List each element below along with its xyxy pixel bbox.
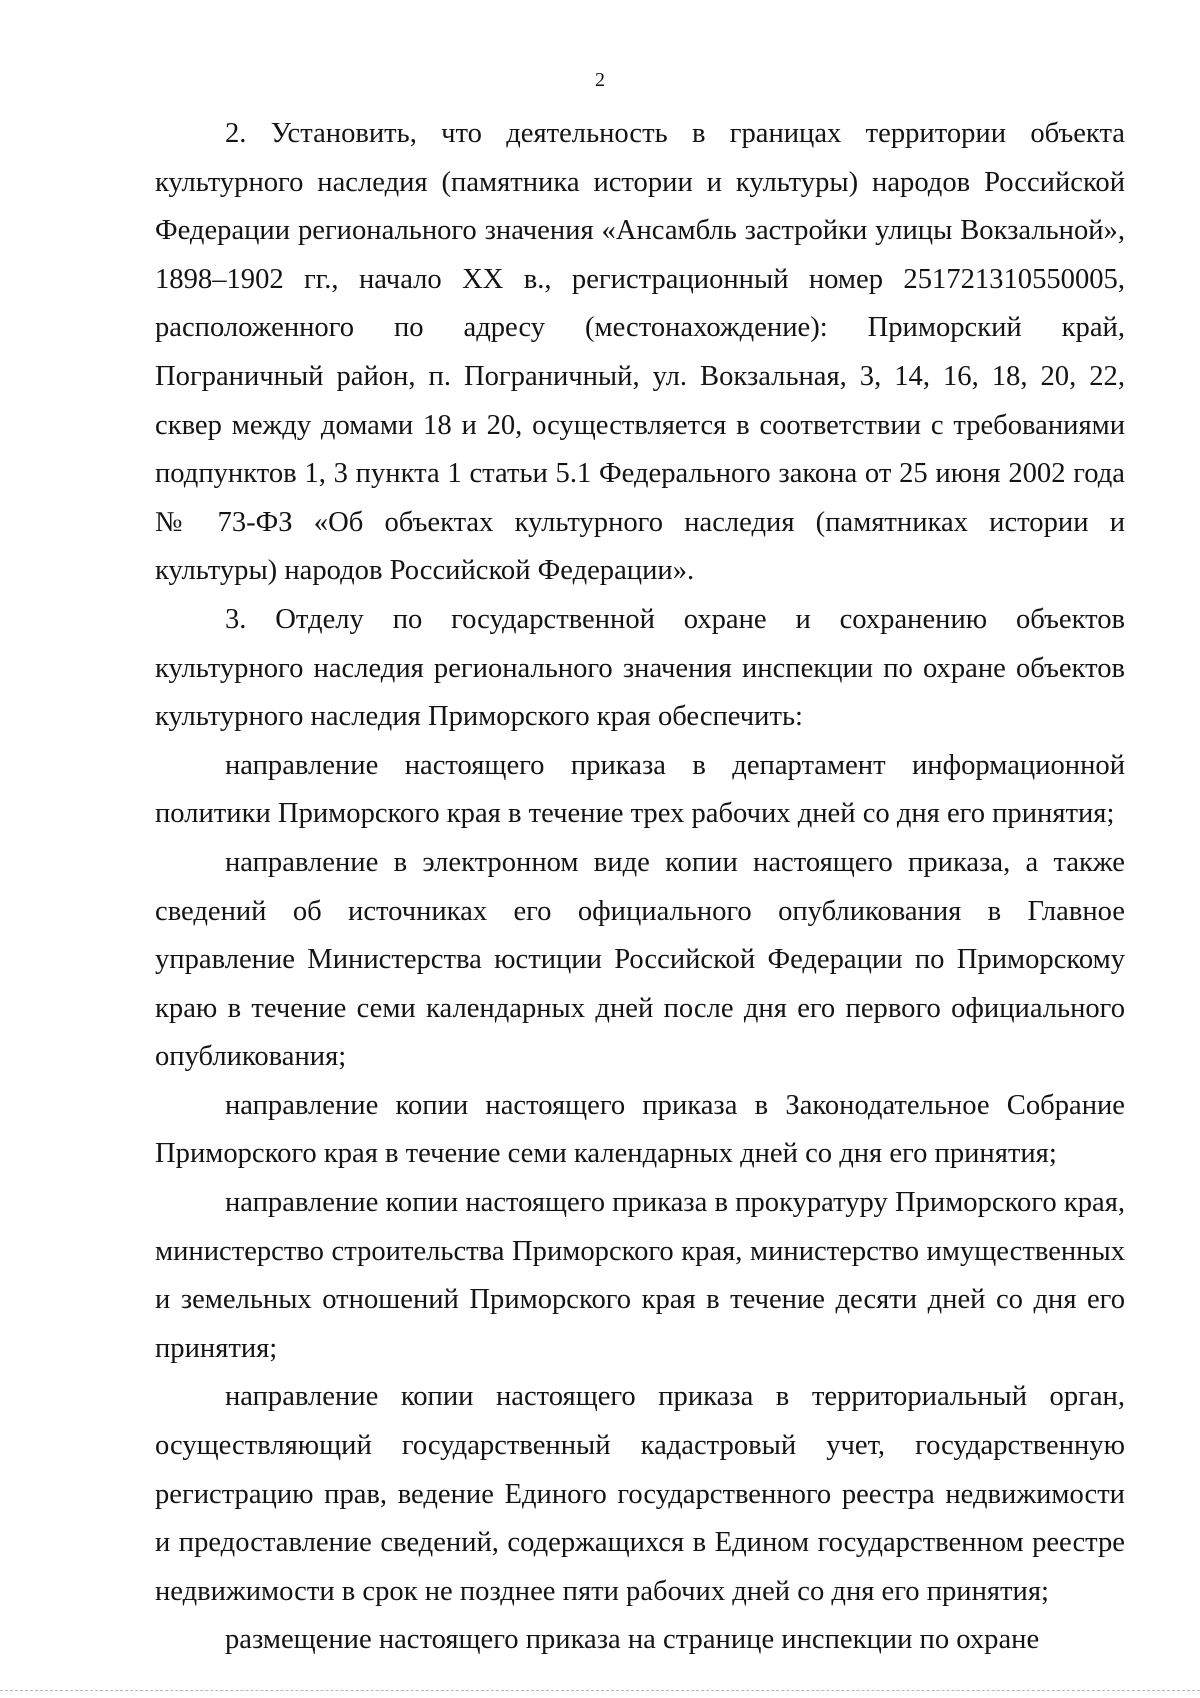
document-body (155, 110, 1125, 1665)
paragraph-2-activity-boundaries: 2. Установить, что деятельность в границах территории объекта культурного наследия (памятника истории и культуры) народов Российской Федерации регионального значения «Ансамбль застройки улицы Вокзальной», 1898–1902 гг., начало XX в., регистрационный номер 251721310550005, расположенного по адресу (местонахождение): Приморский край, Пограничный район, п. Пограничный, ул. Вокзальная, 3, 14, 16, 18, 20, 22, сквер между домами 18 и 20, осуществляется в соответствии с требованиями подпунктов 1, 3 пункта 1 статьи 5.1 Федерального закона от 25 июня 2002 года № 73-ФЗ «Об объектах культурного наследия (памятниках истории и культуры) народов Российской Федерации». (155, 118, 1125, 587)
scan-bottom-edge (0, 1690, 1200, 1691)
duty-send-to-cadastral-registration-body: направление копии настоящего приказа в территориальный орган, осуществляющий государственный кадастровый учет, государственную регистрацию прав, ведение Единого государственного реестра недвижимости и предоставление сведений, содержащихся в Едином государственном реестре недвижимости в срок не позднее пяти рабочих дней со дня его принятия; (155, 1381, 1125, 1607)
duty-send-to-information-policy-department: направление настоящего приказа в департамент информационной политики Приморского края в течение трех рабочих дней со дня его принятия; (155, 749, 1125, 830)
duty-send-to-legislative-assembly: направление копии настоящего приказа в Законодательное Собрание Приморского края в течение семи календарных дней со дня его принятия; (155, 1089, 1125, 1170)
paragraph-3-department-duties: 3. Отделу по государственной охране и сохранению объектов культурного наследия регионального значения инспекции по охране объектов культурного наследия Приморского края обеспечить: (155, 603, 1125, 733)
duty-send-to-prosecutor-and-ministries: направление копии настоящего приказа в прокуратуру Приморского края, министерство строительства Приморского края, министерство имущественных и земельных отношений Приморского края в течение десяти дней со дня его принятия; (155, 1187, 1125, 1364)
duty-send-to-ministry-of-justice: направление в электронном виде копии настоящего приказа, а также сведений об источниках его официального опубликования в Главное управление Министерства юстиции Российской Федерации по Приморскому краю в течение семи календарных дней после дня его первого официального опубликования; (155, 846, 1125, 1073)
duty-publish-on-inspection-page: размещение настоящего приказа на странице инспекции по охране (225, 1624, 1040, 1656)
page-number: 2 (595, 69, 605, 91)
